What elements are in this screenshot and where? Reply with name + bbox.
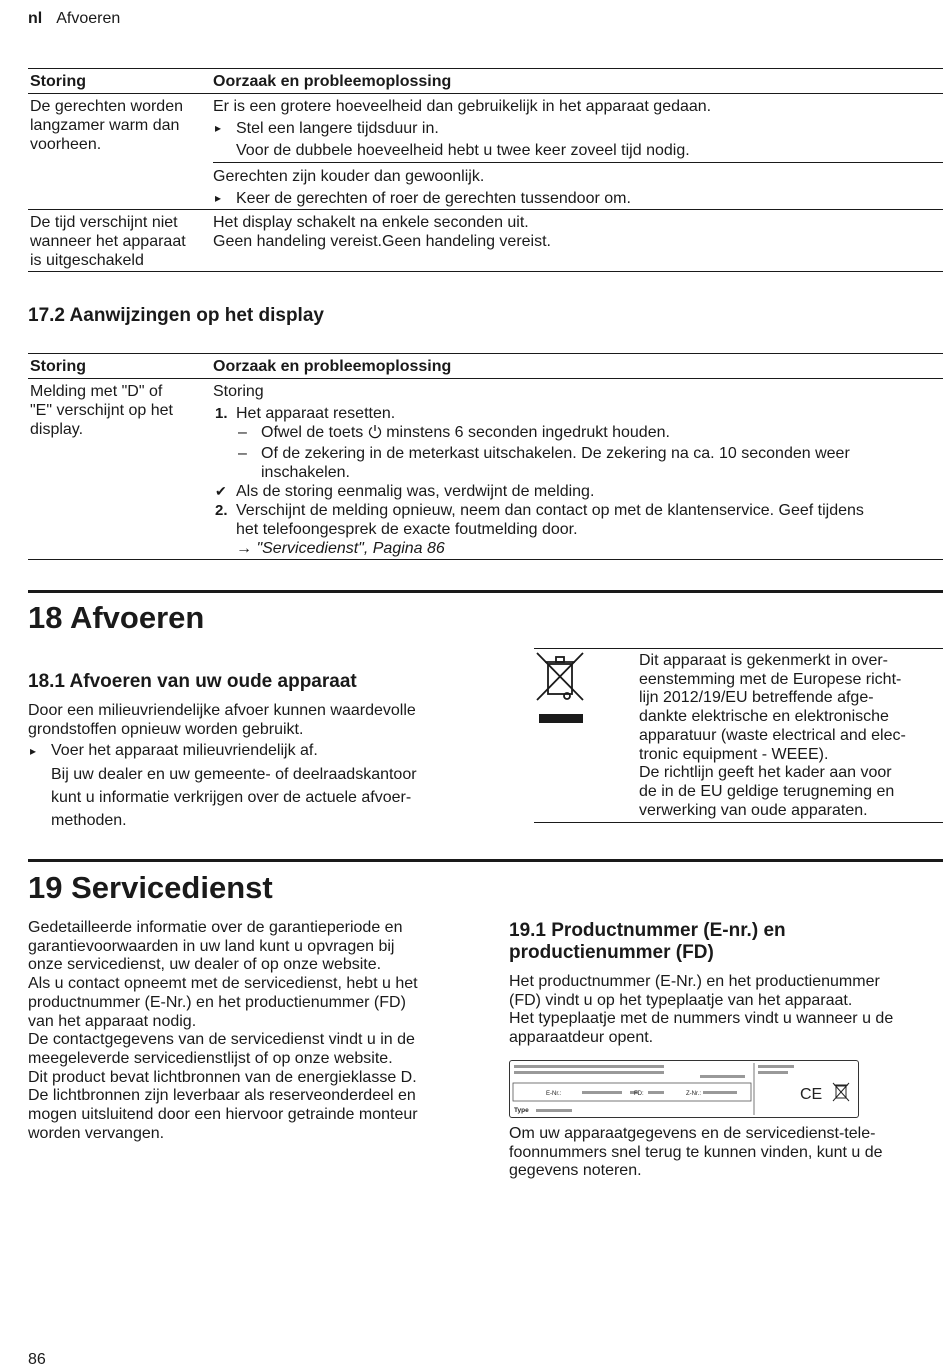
table-row-cause: Gerechten zijn kouder dan gewoonlijk. ▸ Keer de gerechten of roer de gerechten tussendoor om. xyxy=(213,167,943,208)
power-button-icon xyxy=(368,424,382,444)
table-header-storing: Storing xyxy=(30,73,86,90)
table-header-rule xyxy=(28,93,943,94)
table-header-storing: Storing xyxy=(30,358,86,375)
action-step: ▸ Voer het apparaat milieuvriendelijk af. xyxy=(30,742,318,760)
service-paragraph: Gedetailleerde informatie over de garantieperiode en garantievoorwaarden in uw land kunt u opvragen bij onze servicedienst, uw dealer of op onze website. Als u contact opneemt met de servicedienst, hebt u het productnummer (E-Nr.) en het productienummer (FD) van het apparaat nodig. De contactgegevens van de servicedienst vindt u in de meegeleverde servicedienstlijst of op onze website. Dit product bevat lichtbronnen van de energieklasse D. De lichtbronnen zijn leverbaar als reserveonderdeel en mogen uitsluitend door een hiervoor getrainde monteur worden vervangen. xyxy=(28,919,418,1142)
table-header-rule xyxy=(28,378,943,379)
sub-row-rule xyxy=(213,162,943,163)
table-top-rule xyxy=(28,353,943,354)
table-row-fault: Melding met "D" of "E" verschijnt op het display. xyxy=(30,383,173,438)
checkmark-icon: ✔ xyxy=(215,483,227,499)
result-item: ✔ Als de storing eenmalig was, verdwijnt de melding. xyxy=(215,483,595,500)
chapter-rule xyxy=(28,590,943,593)
weee-box-bottom-rule xyxy=(534,822,943,823)
arrow-bullet-icon: ▸ xyxy=(30,744,37,759)
table-bottom-rule xyxy=(28,271,943,272)
arrow-bullet-icon: ▸ xyxy=(215,191,222,205)
plate-enr-label: E-Nr.: xyxy=(546,1091,562,1097)
section-heading-17-2: 17.2 Aanwijzingen op het display xyxy=(28,305,324,326)
running-header xyxy=(28,10,120,28)
dash-item: – Of de zekering in de meterkast uitschakelen. De zekering na ca. 10 seconden weer xyxy=(238,445,850,462)
weee-box-top-rule xyxy=(534,648,943,649)
table-row-cause: Storing 1. Het apparaat resetten. – Ofwel de toets minstens 6 seconden ingedrukt houden. – Of de zekering in de meterkast uitschakelen. De zekering na ca. 10 seconden weer inschakelen. ✔ Als de storing eenmalig was, verdwijnt de melding. 2. Verschijnt de melding opnieuw, neem dan contact op met de klantenservice. Geef tijdens het telefoongesprek de exacte foutmelding door. → "Servicedienst", Pagina 86 xyxy=(213,382,943,558)
table-header-oorzaak: Oorzaak en probleemoplossing xyxy=(213,73,452,90)
product-number-paragraph: Het productnummer (E-Nr.) en het productienummer (FD) vindt u op het typeplaatje van het apparaat. Het typeplaatje met de nummers vindt u wanneer u de apparaatdeur opent. xyxy=(509,973,894,1047)
type-plate-illustration xyxy=(509,1060,859,1118)
weee-text: Dit apparaat is gekenmerkt in over- eenstemming met de Europese richt- lijn 2012/19/EU betreffende afge- dankte elektrische en elektronische apparatuur (waste electrical and elec- tronic equipment - WEEE). De richtlijn geeft het kader aan voor de in de EU geldige terugneming en verwerking van oude apparaten. xyxy=(639,652,906,819)
section-heading-18-1: 18.1 Afvoeren van uw oude apparaat xyxy=(28,671,357,692)
intro-paragraph: Door een milieuvriendelijke afvoer kunnen waardevolle grondstoffen opnieuw worden gebruikt. ▸ Voer het apparaat milieuvriendelijk af. Bij uw dealer en uw gemeente- of deelraadskantoor kunt u informatie verkrijgen over de actuele afvoer- methoden. xyxy=(28,702,498,832)
plate-type-label: Type xyxy=(514,1107,529,1114)
language-code: nl xyxy=(28,10,43,27)
arrow-bullet-icon: ▸ xyxy=(215,121,222,135)
plate-znr-label: Z-Nr.: xyxy=(686,1091,701,1097)
table-bottom-rule xyxy=(28,559,943,560)
table-top-rule xyxy=(28,68,943,69)
plate-fd-label: FD: xyxy=(634,1091,644,1097)
table-header-oorzaak: Oorzaak en probleemoplossing xyxy=(213,358,452,375)
ce-mark-icon: CE xyxy=(800,1086,823,1103)
chapter-heading-18: 18 Afvoeren xyxy=(28,600,205,635)
cross-reference-link[interactable]: → "Servicedienst", Pagina 86 xyxy=(236,540,445,557)
table-row-fault: De tijd verschijnt niet wanneer het apparaat is uitgeschakeld xyxy=(30,214,186,269)
section-heading-19-1: 19.1 Productnummer (E-nr.) en productienummer (FD) xyxy=(509,920,786,963)
weee-mini-icon xyxy=(833,1083,849,1101)
arrow-right-icon: → xyxy=(236,540,252,557)
table-row-cause: Het display schakelt na enkele seconden uit. Geen handeling vereist.Geen handeling vereist. xyxy=(213,214,551,250)
table-row-fault: De gerechten worden langzamer warm dan voorheen. xyxy=(30,98,183,153)
row-rule xyxy=(28,209,943,210)
page-number: 86 xyxy=(28,1351,46,1368)
dash-item: – Ofwel de toets minstens 6 seconden ingedrukt houden. xyxy=(213,423,943,444)
action-step: ▸ Keer de gerechten of roer de gerechten tussendoor om. xyxy=(215,190,631,207)
action-step: ▸ Stel een langere tijdsduur in. xyxy=(215,120,439,137)
numbered-step: 2. Verschijnt de melding opnieuw, neem dan contact op met de klantenservice. Geef tijdens xyxy=(215,502,864,519)
note-paragraph: Om uw apparaatgegevens en de servicedienst-tele- foonnummers snel terug te kunnen vinden, kunt u de gegevens noteren. xyxy=(509,1125,883,1180)
header-section: Afvoeren xyxy=(56,10,121,27)
weee-bin-icon xyxy=(534,650,588,726)
chapter-heading-19: 19 Servicedienst xyxy=(28,870,273,905)
numbered-step: 1. Het apparaat resetten. xyxy=(215,405,396,422)
chapter-rule xyxy=(28,859,943,862)
table-row-cause: Er is een grotere hoeveelheid dan gebruikelijk in het apparaat gedaan. ▸ Stel een langere tijdsduur in. Voor de dubbele hoeveelheid hebt u twee keer zoveel tijd nodig. xyxy=(213,97,943,160)
